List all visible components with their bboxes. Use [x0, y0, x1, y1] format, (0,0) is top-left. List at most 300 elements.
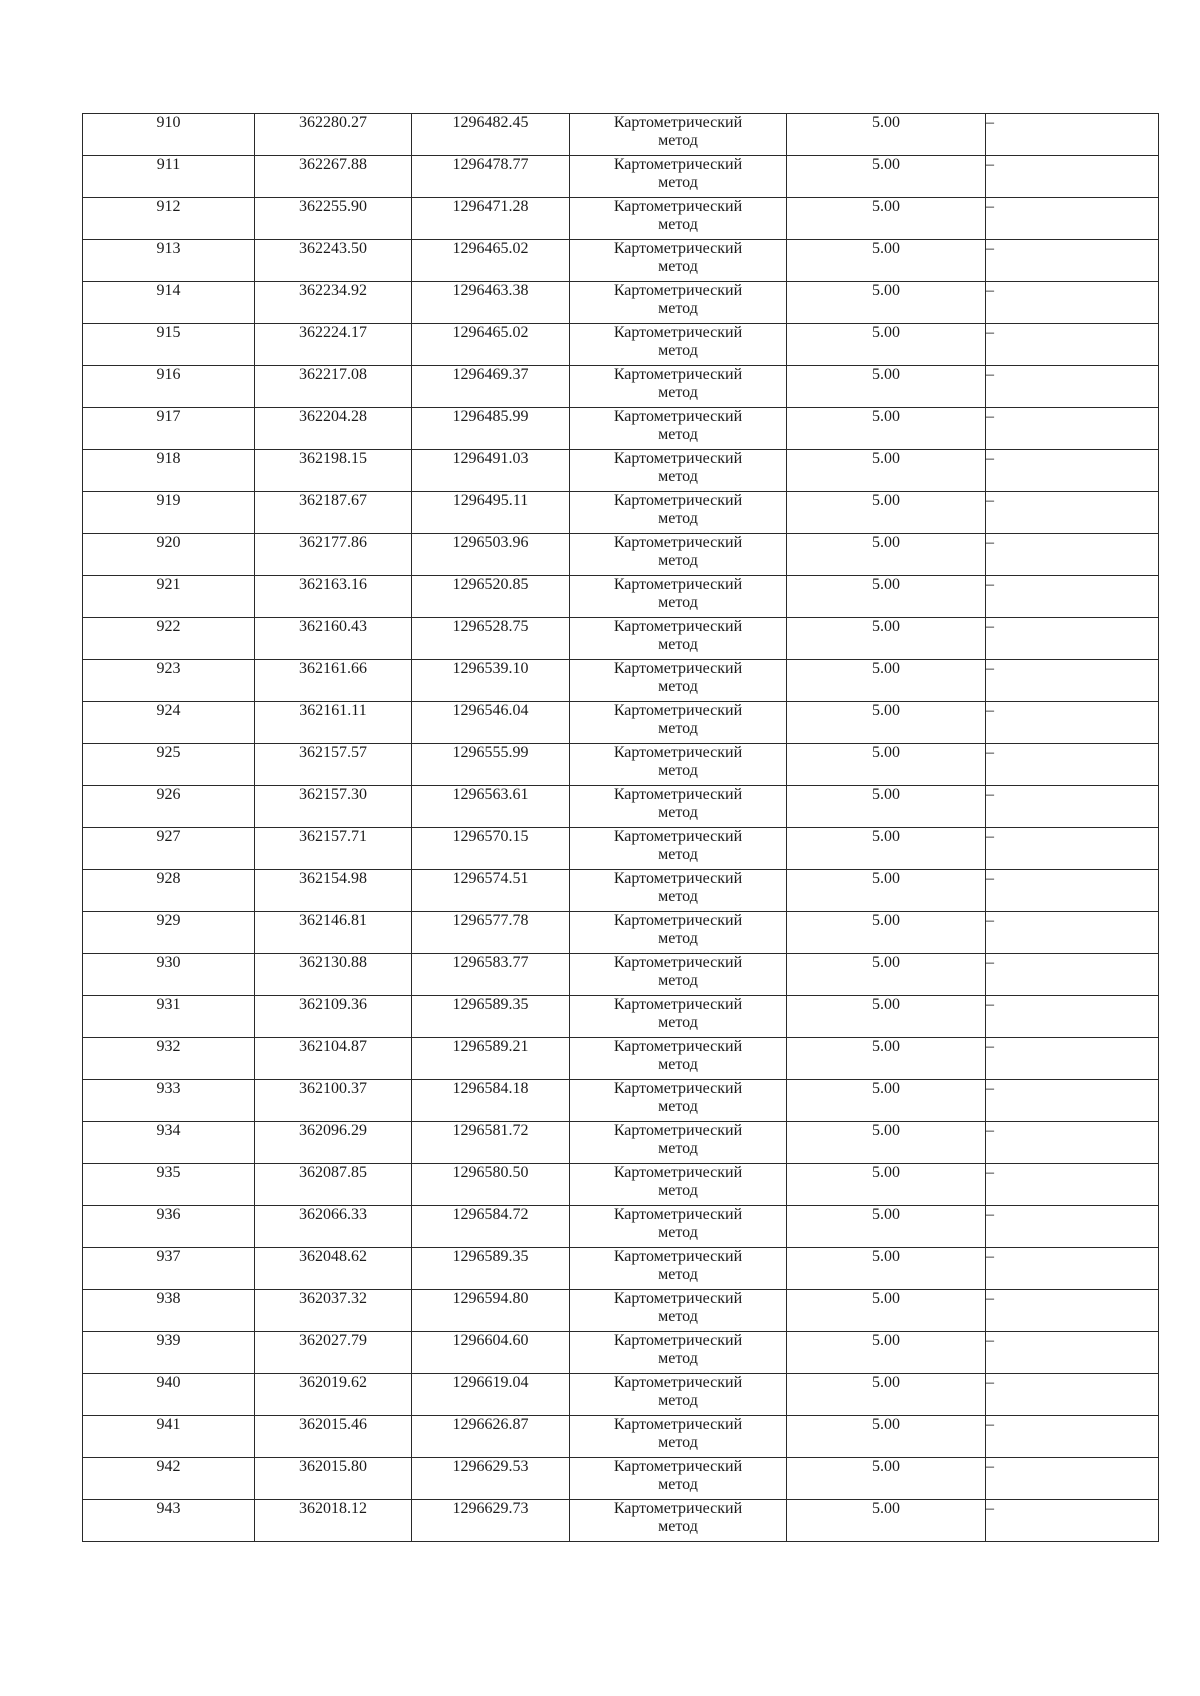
note-cell: – [986, 198, 1159, 240]
x-coordinate-cell: 362130.88 [255, 954, 412, 996]
method-label-line2: метод [658, 1518, 698, 1535]
x-coordinate-cell: 362066.33 [255, 1206, 412, 1248]
table-row [83, 576, 1159, 618]
x-coordinate-cell: 362096.29 [255, 1122, 412, 1164]
method-cell [570, 1332, 787, 1374]
note-cell: – [986, 1458, 1159, 1500]
method-label-line2: метод [658, 846, 698, 863]
y-coordinate-cell: 1296528.75 [412, 618, 570, 660]
method-cell [570, 240, 787, 282]
method-label-line2: метод [658, 720, 698, 737]
table-row [83, 1290, 1159, 1332]
method-label-line1: Картометрический [613, 492, 743, 509]
x-coordinate-cell: 362015.46 [255, 1416, 412, 1458]
y-coordinate-cell: 1296619.04 [412, 1374, 570, 1416]
method-cell [570, 1458, 787, 1500]
method-label-line1: Картометрический [613, 408, 743, 425]
x-coordinate-cell: 362037.32 [255, 1290, 412, 1332]
point-number-cell: 920 [83, 534, 255, 576]
table-row [83, 1038, 1159, 1080]
note-cell: – [986, 408, 1159, 450]
method-label-line1: Картометрический [613, 996, 743, 1013]
note-cell: – [986, 1332, 1159, 1374]
table-row [83, 828, 1159, 870]
method-label-line2: метод [658, 678, 698, 695]
accuracy-cell: 5.00 [787, 828, 986, 870]
table-row [83, 702, 1159, 744]
x-coordinate-cell: 362154.98 [255, 870, 412, 912]
method-label-line1: Картометрический [613, 660, 743, 677]
method-cell [570, 1416, 787, 1458]
method-label-line2: метод [658, 552, 698, 569]
point-number-cell: 923 [83, 660, 255, 702]
method-label-line2: метод [658, 636, 698, 653]
accuracy-cell: 5.00 [787, 198, 986, 240]
y-coordinate-cell: 1296463.38 [412, 282, 570, 324]
table-row [83, 996, 1159, 1038]
table-row [83, 660, 1159, 702]
method-label-line2: метод [658, 216, 698, 233]
accuracy-cell: 5.00 [787, 870, 986, 912]
table-row [83, 1080, 1159, 1122]
table-row [83, 1500, 1159, 1542]
accuracy-cell: 5.00 [787, 1038, 986, 1080]
method-label-line2: метод [658, 1014, 698, 1031]
method-label-line1: Картометрический [613, 954, 743, 971]
method-cell [570, 1122, 787, 1164]
x-coordinate-cell: 362015.80 [255, 1458, 412, 1500]
point-number-cell: 919 [83, 492, 255, 534]
table-row [83, 786, 1159, 828]
method-cell [570, 870, 787, 912]
method-cell [570, 912, 787, 954]
table-row [83, 1206, 1159, 1248]
accuracy-cell: 5.00 [787, 660, 986, 702]
coordinates-table [82, 113, 1159, 1542]
method-cell [570, 1248, 787, 1290]
x-coordinate-cell: 362048.62 [255, 1248, 412, 1290]
accuracy-cell: 5.00 [787, 576, 986, 618]
note-cell: – [986, 1416, 1159, 1458]
x-coordinate-cell: 362255.90 [255, 198, 412, 240]
method-cell [570, 156, 787, 198]
method-cell [570, 660, 787, 702]
point-number-cell: 913 [83, 240, 255, 282]
point-number-cell: 917 [83, 408, 255, 450]
note-cell: – [986, 912, 1159, 954]
method-label-line2: метод [658, 804, 698, 821]
point-number-cell: 928 [83, 870, 255, 912]
method-label-line1: Картометрический [613, 324, 743, 341]
method-label-line2: метод [658, 1182, 698, 1199]
method-label-line1: Картометрический [613, 1206, 743, 1223]
accuracy-cell: 5.00 [787, 1458, 986, 1500]
point-number-cell: 924 [83, 702, 255, 744]
note-cell: – [986, 828, 1159, 870]
y-coordinate-cell: 1296503.96 [412, 534, 570, 576]
point-number-cell: 939 [83, 1332, 255, 1374]
x-coordinate-cell: 362198.15 [255, 450, 412, 492]
method-label-line1: Картометрический [613, 1038, 743, 1055]
accuracy-cell: 5.00 [787, 450, 986, 492]
point-number-cell: 943 [83, 1500, 255, 1542]
y-coordinate-cell: 1296465.02 [412, 240, 570, 282]
method-cell [570, 492, 787, 534]
point-number-cell: 916 [83, 366, 255, 408]
y-coordinate-cell: 1296584.18 [412, 1080, 570, 1122]
y-coordinate-cell: 1296539.10 [412, 660, 570, 702]
method-label-line1: Картометрический [613, 114, 743, 131]
x-coordinate-cell: 362267.88 [255, 156, 412, 198]
y-coordinate-cell: 1296471.28 [412, 198, 570, 240]
method-cell [570, 198, 787, 240]
accuracy-cell: 5.00 [787, 1206, 986, 1248]
table-row [83, 366, 1159, 408]
x-coordinate-cell: 362157.71 [255, 828, 412, 870]
y-coordinate-cell: 1296589.21 [412, 1038, 570, 1080]
y-coordinate-cell: 1296478.77 [412, 156, 570, 198]
accuracy-cell: 5.00 [787, 1122, 986, 1164]
point-number-cell: 933 [83, 1080, 255, 1122]
method-label-line2: метод [658, 1098, 698, 1115]
y-coordinate-cell: 1296485.99 [412, 408, 570, 450]
x-coordinate-cell: 362109.36 [255, 996, 412, 1038]
table-row [83, 1122, 1159, 1164]
note-cell: – [986, 702, 1159, 744]
method-label-line1: Картометрический [613, 366, 743, 383]
note-cell: – [986, 870, 1159, 912]
note-cell: – [986, 1122, 1159, 1164]
method-label-line1: Картометрический [613, 912, 743, 929]
method-label-line2: метод [658, 1476, 698, 1493]
x-coordinate-cell: 362161.11 [255, 702, 412, 744]
method-cell [570, 534, 787, 576]
note-cell: – [986, 660, 1159, 702]
x-coordinate-cell: 362160.43 [255, 618, 412, 660]
y-coordinate-cell: 1296574.51 [412, 870, 570, 912]
table-row [83, 240, 1159, 282]
method-label-line2: метод [658, 384, 698, 401]
point-number-cell: 938 [83, 1290, 255, 1332]
accuracy-cell: 5.00 [787, 408, 986, 450]
table-row [83, 114, 1159, 156]
method-label-line2: метод [658, 888, 698, 905]
y-coordinate-cell: 1296604.60 [412, 1332, 570, 1374]
accuracy-cell: 5.00 [787, 114, 986, 156]
method-label-line2: метод [658, 1434, 698, 1451]
method-cell [570, 450, 787, 492]
point-number-cell: 930 [83, 954, 255, 996]
method-cell [570, 1164, 787, 1206]
table-row [83, 1248, 1159, 1290]
note-cell: – [986, 996, 1159, 1038]
accuracy-cell: 5.00 [787, 912, 986, 954]
method-label-line1: Картометрический [613, 1122, 743, 1139]
accuracy-cell: 5.00 [787, 618, 986, 660]
method-label-line1: Картометрический [613, 744, 743, 761]
y-coordinate-cell: 1296577.78 [412, 912, 570, 954]
note-cell: – [986, 1374, 1159, 1416]
method-label-line1: Картометрический [613, 702, 743, 719]
x-coordinate-cell: 362224.17 [255, 324, 412, 366]
y-coordinate-cell: 1296584.72 [412, 1206, 570, 1248]
method-label-line2: метод [658, 1392, 698, 1409]
method-label-line2: метод [658, 468, 698, 485]
note-cell: – [986, 576, 1159, 618]
x-coordinate-cell: 362234.92 [255, 282, 412, 324]
method-label-line2: метод [658, 258, 698, 275]
accuracy-cell: 5.00 [787, 1080, 986, 1122]
method-cell [570, 618, 787, 660]
accuracy-cell: 5.00 [787, 1332, 986, 1374]
method-cell [570, 1038, 787, 1080]
y-coordinate-cell: 1296629.73 [412, 1500, 570, 1542]
table-row [83, 618, 1159, 660]
note-cell: – [986, 492, 1159, 534]
note-cell: – [986, 534, 1159, 576]
method-label-line2: метод [658, 594, 698, 611]
method-label-line1: Картометрический [613, 156, 743, 173]
note-cell: – [986, 1500, 1159, 1542]
table-row [83, 1332, 1159, 1374]
accuracy-cell: 5.00 [787, 282, 986, 324]
point-number-cell: 914 [83, 282, 255, 324]
method-cell [570, 702, 787, 744]
method-label-line1: Картометрический [613, 534, 743, 551]
method-label-line1: Картометрический [613, 240, 743, 257]
method-label-line2: метод [658, 762, 698, 779]
method-label-line2: метод [658, 300, 698, 317]
x-coordinate-cell: 362280.27 [255, 114, 412, 156]
method-cell [570, 1290, 787, 1332]
method-label-line2: метод [658, 174, 698, 191]
x-coordinate-cell: 362163.16 [255, 576, 412, 618]
accuracy-cell: 5.00 [787, 534, 986, 576]
table-row [83, 324, 1159, 366]
method-label-line1: Картометрический [613, 828, 743, 845]
point-number-cell: 922 [83, 618, 255, 660]
note-cell: – [986, 240, 1159, 282]
method-label-line1: Картометрический [613, 1332, 743, 1349]
note-cell: – [986, 156, 1159, 198]
method-cell [570, 1206, 787, 1248]
x-coordinate-cell: 362243.50 [255, 240, 412, 282]
method-label-line1: Картометрический [613, 1248, 743, 1265]
method-label-line1: Картометрический [613, 282, 743, 299]
y-coordinate-cell: 1296580.50 [412, 1164, 570, 1206]
method-label-line1: Картометрический [613, 870, 743, 887]
y-coordinate-cell: 1296589.35 [412, 996, 570, 1038]
method-label-line1: Картометрический [613, 198, 743, 215]
table-row [83, 1164, 1159, 1206]
method-label-line2: метод [658, 1308, 698, 1325]
method-label-line1: Картометрический [613, 1374, 743, 1391]
y-coordinate-cell: 1296465.02 [412, 324, 570, 366]
table-row [83, 870, 1159, 912]
point-number-cell: 921 [83, 576, 255, 618]
note-cell: – [986, 1164, 1159, 1206]
accuracy-cell: 5.00 [787, 240, 986, 282]
method-label-line1: Картометрический [613, 1458, 743, 1475]
note-cell: – [986, 1038, 1159, 1080]
x-coordinate-cell: 362157.57 [255, 744, 412, 786]
point-number-cell: 926 [83, 786, 255, 828]
note-cell: – [986, 1206, 1159, 1248]
accuracy-cell: 5.00 [787, 324, 986, 366]
method-label-line2: метод [658, 1266, 698, 1283]
note-cell: – [986, 1290, 1159, 1332]
y-coordinate-cell: 1296555.99 [412, 744, 570, 786]
note-cell: – [986, 618, 1159, 660]
method-label-line2: метод [658, 930, 698, 947]
accuracy-cell: 5.00 [787, 1290, 986, 1332]
x-coordinate-cell: 362146.81 [255, 912, 412, 954]
point-number-cell: 937 [83, 1248, 255, 1290]
point-number-cell: 940 [83, 1374, 255, 1416]
x-coordinate-cell: 362100.37 [255, 1080, 412, 1122]
method-label-line2: метод [658, 132, 698, 149]
method-cell [570, 324, 787, 366]
method-cell [570, 576, 787, 618]
accuracy-cell: 5.00 [787, 1374, 986, 1416]
point-number-cell: 927 [83, 828, 255, 870]
table-row [83, 282, 1159, 324]
note-cell: – [986, 744, 1159, 786]
accuracy-cell: 5.00 [787, 954, 986, 996]
x-coordinate-cell: 362157.30 [255, 786, 412, 828]
method-cell [570, 114, 787, 156]
method-label-line1: Картометрический [613, 576, 743, 593]
method-cell [570, 1080, 787, 1122]
method-label-line2: метод [658, 1140, 698, 1157]
table-row [83, 954, 1159, 996]
table-row [83, 156, 1159, 198]
x-coordinate-cell: 362019.62 [255, 1374, 412, 1416]
point-number-cell: 931 [83, 996, 255, 1038]
point-number-cell: 925 [83, 744, 255, 786]
point-number-cell: 918 [83, 450, 255, 492]
method-label-line2: метод [658, 510, 698, 527]
y-coordinate-cell: 1296546.04 [412, 702, 570, 744]
point-number-cell: 942 [83, 1458, 255, 1500]
accuracy-cell: 5.00 [787, 156, 986, 198]
method-label-line2: метод [658, 426, 698, 443]
x-coordinate-cell: 362018.12 [255, 1500, 412, 1542]
note-cell: – [986, 786, 1159, 828]
table-row [83, 534, 1159, 576]
y-coordinate-cell: 1296589.35 [412, 1248, 570, 1290]
point-number-cell: 929 [83, 912, 255, 954]
method-cell [570, 996, 787, 1038]
table-row [83, 198, 1159, 240]
method-cell [570, 828, 787, 870]
table-row [83, 492, 1159, 534]
x-coordinate-cell: 362027.79 [255, 1332, 412, 1374]
method-label-line2: метод [658, 1224, 698, 1241]
y-coordinate-cell: 1296570.15 [412, 828, 570, 870]
note-cell: – [986, 114, 1159, 156]
point-number-cell: 932 [83, 1038, 255, 1080]
note-cell: – [986, 324, 1159, 366]
y-coordinate-cell: 1296469.37 [412, 366, 570, 408]
method-cell [570, 786, 787, 828]
method-cell [570, 408, 787, 450]
table-row [83, 912, 1159, 954]
note-cell: – [986, 954, 1159, 996]
method-label-line2: метод [658, 342, 698, 359]
accuracy-cell: 5.00 [787, 1500, 986, 1542]
y-coordinate-cell: 1296491.03 [412, 450, 570, 492]
note-cell: – [986, 1248, 1159, 1290]
y-coordinate-cell: 1296563.61 [412, 786, 570, 828]
method-label-line2: метод [658, 972, 698, 989]
table-row [83, 744, 1159, 786]
accuracy-cell: 5.00 [787, 1248, 986, 1290]
method-label-line1: Картометрический [613, 1080, 743, 1097]
x-coordinate-cell: 362177.86 [255, 534, 412, 576]
y-coordinate-cell: 1296495.11 [412, 492, 570, 534]
table-row [83, 1458, 1159, 1500]
x-coordinate-cell: 362217.08 [255, 366, 412, 408]
note-cell: – [986, 1080, 1159, 1122]
method-label-line1: Картометрический [613, 786, 743, 803]
point-number-cell: 934 [83, 1122, 255, 1164]
y-coordinate-cell: 1296626.87 [412, 1416, 570, 1458]
point-number-cell: 912 [83, 198, 255, 240]
accuracy-cell: 5.00 [787, 1164, 986, 1206]
point-number-cell: 910 [83, 114, 255, 156]
accuracy-cell: 5.00 [787, 744, 986, 786]
y-coordinate-cell: 1296581.72 [412, 1122, 570, 1164]
method-label-line1: Картометрический [613, 1416, 743, 1433]
point-number-cell: 911 [83, 156, 255, 198]
x-coordinate-cell: 362204.28 [255, 408, 412, 450]
accuracy-cell: 5.00 [787, 366, 986, 408]
x-coordinate-cell: 362161.66 [255, 660, 412, 702]
y-coordinate-cell: 1296594.80 [412, 1290, 570, 1332]
y-coordinate-cell: 1296583.77 [412, 954, 570, 996]
accuracy-cell: 5.00 [787, 1416, 986, 1458]
note-cell: – [986, 282, 1159, 324]
method-cell [570, 954, 787, 996]
note-cell: – [986, 366, 1159, 408]
x-coordinate-cell: 362104.87 [255, 1038, 412, 1080]
table-row [83, 408, 1159, 450]
point-number-cell: 935 [83, 1164, 255, 1206]
method-cell [570, 1374, 787, 1416]
y-coordinate-cell: 1296629.53 [412, 1458, 570, 1500]
method-label-line2: метод [658, 1056, 698, 1073]
accuracy-cell: 5.00 [787, 996, 986, 1038]
note-cell: – [986, 450, 1159, 492]
table-row [83, 1416, 1159, 1458]
x-coordinate-cell: 362087.85 [255, 1164, 412, 1206]
method-label-line1: Картометрический [613, 450, 743, 467]
point-number-cell: 936 [83, 1206, 255, 1248]
x-coordinate-cell: 362187.67 [255, 492, 412, 534]
method-cell [570, 744, 787, 786]
method-label-line1: Картометрический [613, 618, 743, 635]
method-label-line1: Картометрический [613, 1290, 743, 1307]
table-row [83, 1374, 1159, 1416]
y-coordinate-cell: 1296520.85 [412, 576, 570, 618]
method-label-line2: метод [658, 1350, 698, 1367]
y-coordinate-cell: 1296482.45 [412, 114, 570, 156]
accuracy-cell: 5.00 [787, 702, 986, 744]
accuracy-cell: 5.00 [787, 492, 986, 534]
method-label-line1: Картометрический [613, 1164, 743, 1181]
method-label-line1: Картометрический [613, 1500, 743, 1517]
